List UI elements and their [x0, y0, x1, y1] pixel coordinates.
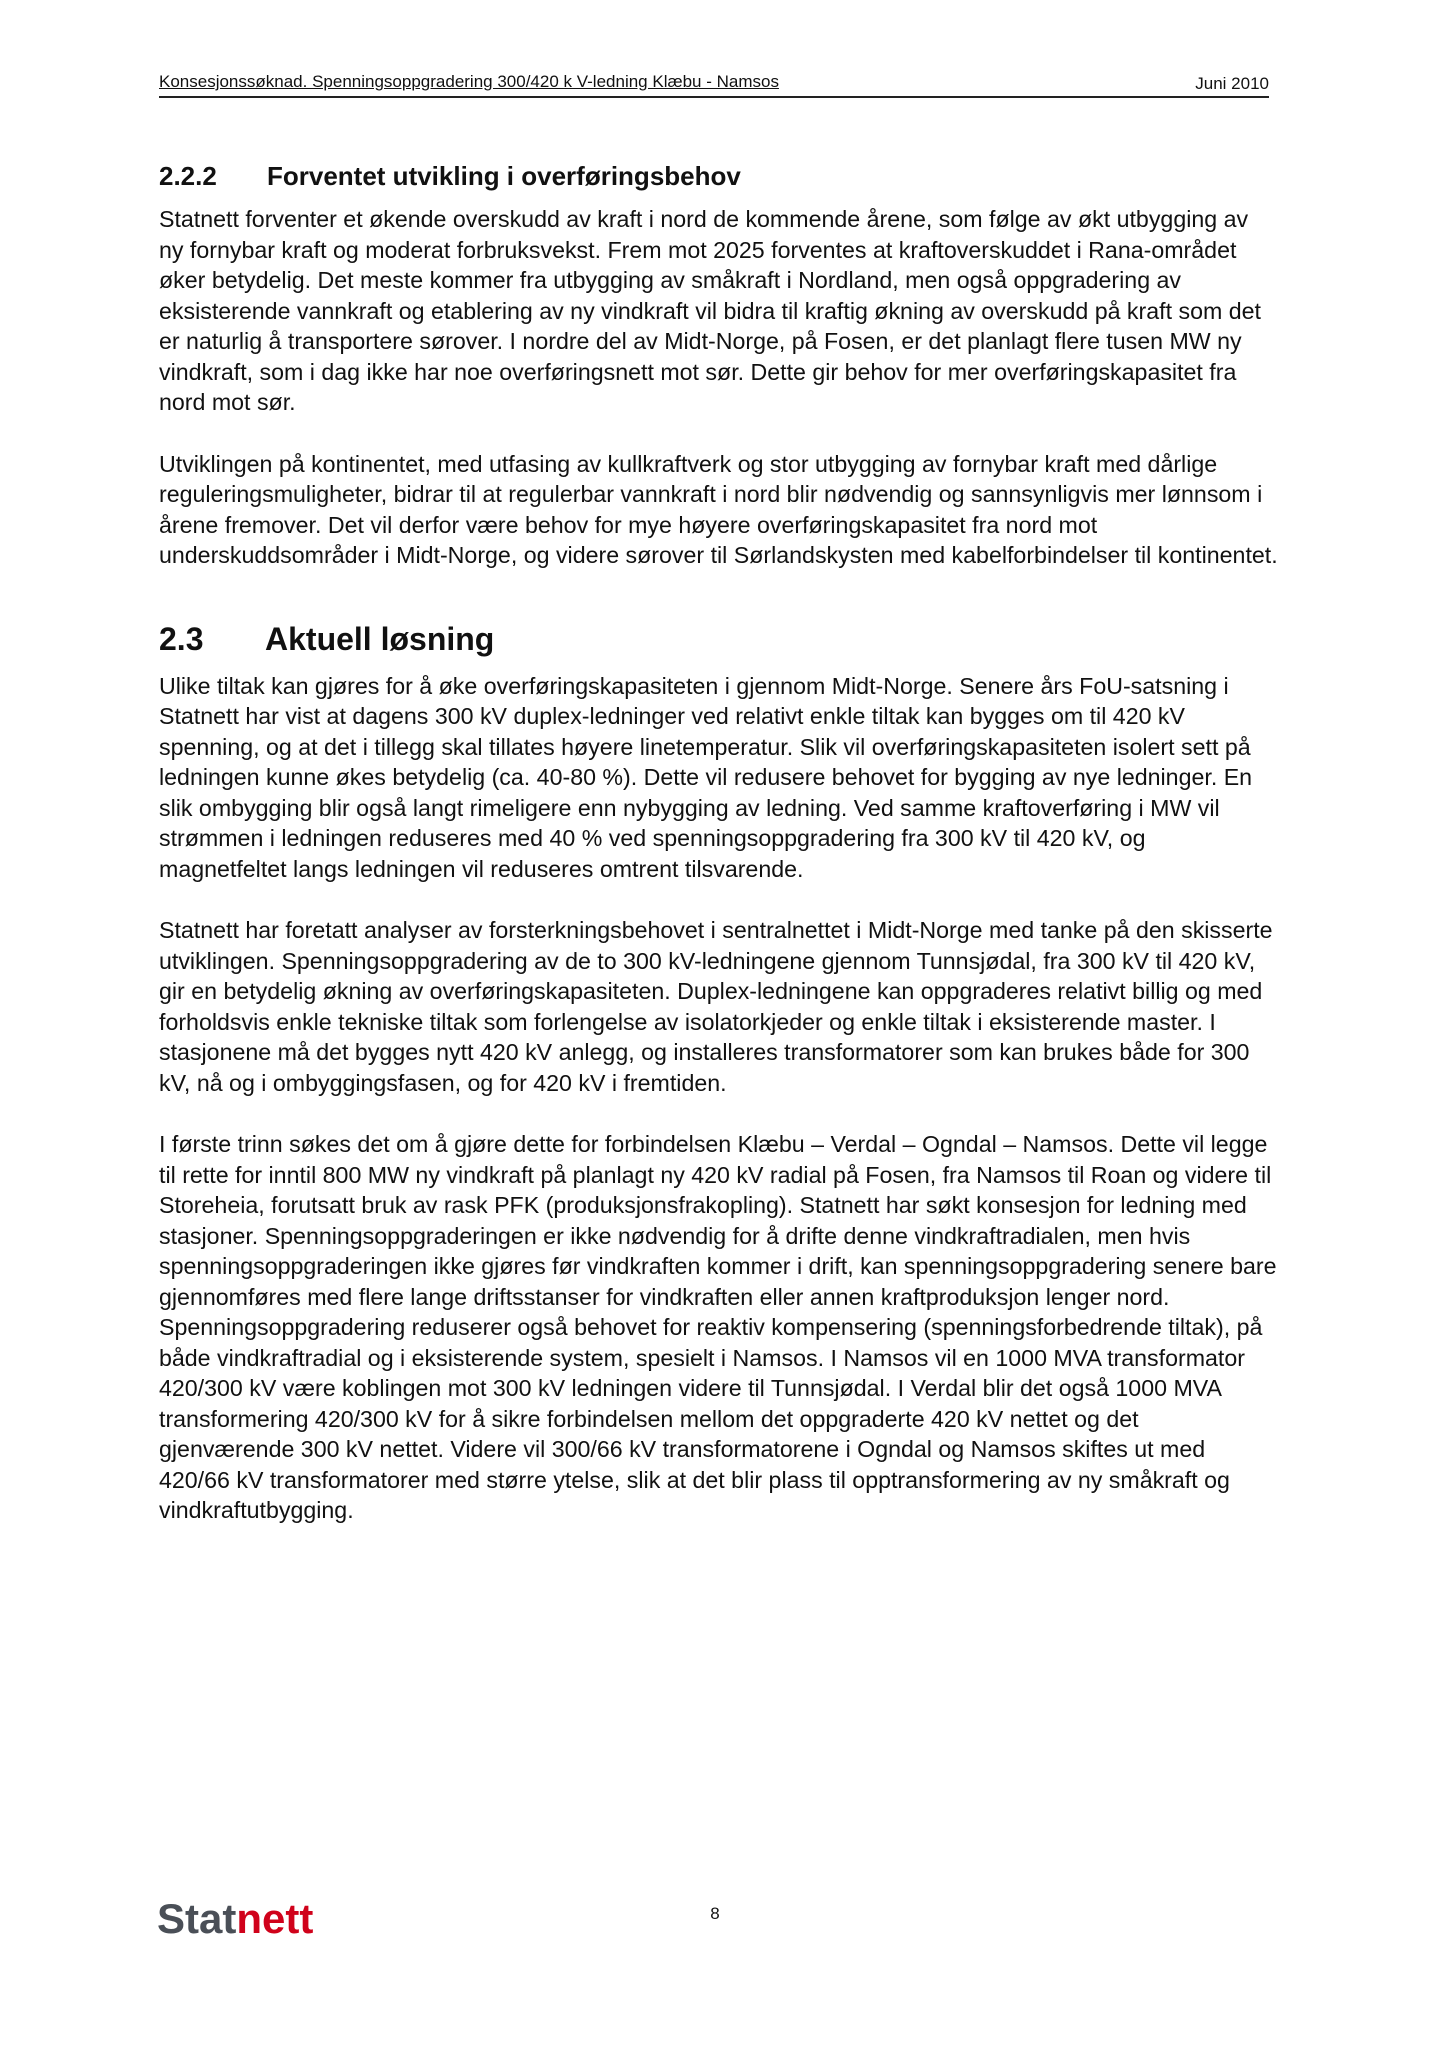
statnett-logo: [157, 1895, 313, 1943]
section-heading-2-2-2: [159, 160, 1279, 192]
section-number: 2.3: [159, 620, 204, 657]
paragraph: Statnett har foretatt analyser av forsterkningsbehovet i sentralnettet i Midt-Norge med tanke på den skisserte utviklingen. Spenningsoppgradering av de to 300 kV-ledningene gjennom Tunnsjødal, fra 300 kV til 420 kV, gir en betydelig økning av overføringskapasiteten. Duplex-ledningene kan oppgraderes relativt billig og med forholdsvis enkle tekniske tiltak som forlengelse av isolatorkjeder og enkle tiltak i eksisterende master. I stasjonene må det bygges nytt 420 kV anlegg, og installeres transformatorer som kan brukes både for 300 kV, nå og i ombyggingsfasen, og for 420 kV i fremtiden.: [159, 917, 1273, 1096]
logo-text-nett: nett: [236, 1895, 314, 1942]
paragraph: Ulike tiltak kan gjøres for å øke overføringskapasiteten i gjennom Midt-Norge. Senere års FoU-satsning i Statnett har vist at dagens 300 kV duplex-ledninger ved relativt enkle tiltak kan bygges om til 420 kV spenning, og at det i tillegg skal tillates høyere linetemperatur. Slik vil overføringskapasiteten isolert sett på ledningen kunne økes betydelig (ca. 40-80 %). Dette vil redusere behovet for bygging av nye ledninger. En slik ombygging blir også langt rimeligere enn nybygging av ledning. Ved samme kraftoverføring i MW vil strømmen i ledningen reduseres med 40 % ved spenningsoppgradering fra 300 kV til 420 kV, og magnetfeltet langs ledningen vil reduseres omtrent tilsvarende.: [159, 672, 1253, 882]
section-number: 2.2.2: [159, 161, 217, 191]
paragraph: Statnett forventer et økende overskudd av kraft i nord de kommende årene, som følge av økt utbygging av ny fornybar kraft og moderat forbruksvekst. Frem mot 2025 forventes at kraftoverskuddet i Rana-området øker betydelig. Det meste kommer fra utbygging av småkraft i Nordland, men også oppgradering av eksisterende vannkraft og etablering av ny vindkraft vil bidra til kraftig økning av overskudd på kraft som det er naturlig å transportere sørover. I nordre del av Midt-Norge, på Fosen, er det planlagt flere tusen MW ny vindkraft, som i dag ikke har noe overføringsnett mot sør. Dette gir behov for mer overføringskapasitet fra nord mot sør.: [159, 206, 1261, 415]
header-date: Juni 2010: [1195, 74, 1269, 93]
section-title: Forventet utvikling i overføringsbehov: [267, 161, 741, 191]
page-body: [159, 160, 1279, 1557]
running-header: [159, 70, 1269, 98]
header-title: Konsesjonssøknad. Spenningsoppgradering 300/420 k V-ledning Klæbu - Namsos: [159, 72, 779, 91]
logo-text-stat: Stat: [157, 1895, 237, 1942]
page-number: 8: [710, 1904, 720, 1923]
section-heading-2-3: [159, 619, 1279, 659]
paragraph: I første trinn søkes det om å gjøre dette for forbindelsen Klæbu – Verdal – Ogndal – Namsos. Dette vil legge til rette for inntil 800 MW ny vindkraft på planlagt ny 420 kV radial på Fosen, fra Namsos til Roan og videre til Storeheia, forutsatt bruk av rask PFK (produksjonsfrakopling). Statnett har søkt konsesjon for ledning med stasjoner. Spenningsoppgraderingen er ikke nødvendig for å drifte denne vindkraftradialen, men hvis spenningsoppgraderingen ikke gjøres før vindkraften kommer i drift, kan spenningsoppgradering senere bare gjennomføres med flere lange driftsstanser for vindkraften eller annen kraftproduksjon lenger nord. Spenningsoppgradering reduserer også behovet for reaktiv kompensering (spenningsforbedrende tiltak), på både vindkraftradial og i eksisterende system, spesielt i Namsos. I Namsos vil en 1000 MVA transformator 420/300 kV være koblingen mot 300 kV ledningen videre til Tunnsjødal. I Verdal blir det også 1000 MVA transformering 420/300 kV for å sikre forbindelsen mellom det oppgraderte 420 kV nettet og det gjenværende 300 kV nettet. Videre vil 300/66 kV transformatorene i Ogndal og Namsos skiftes ut med 420/66 kV transformatorer med større ytelse, slik at det blir plass til opptransformering av ny småkraft og vindkraftutbygging.: [159, 1131, 1277, 1523]
paragraph: Utviklingen på kontinentet, med utfasing av kullkraftverk og stor utbygging av fornybar kraft med dårlige reguleringsmuligheter, bidrar til at regulerbar vannkraft i nord blir nødvendig og sannsynligvis mer lønnsom i årene fremover. Det vil derfor være behov for mye høyere overføringskapasitet fra nord mot underskuddsområder i Midt-Norge, og videre sørover til Sørlandskysten med kabelforbindelser til kontinentet.: [159, 450, 1278, 568]
section-title: Aktuell løsning: [265, 620, 495, 657]
